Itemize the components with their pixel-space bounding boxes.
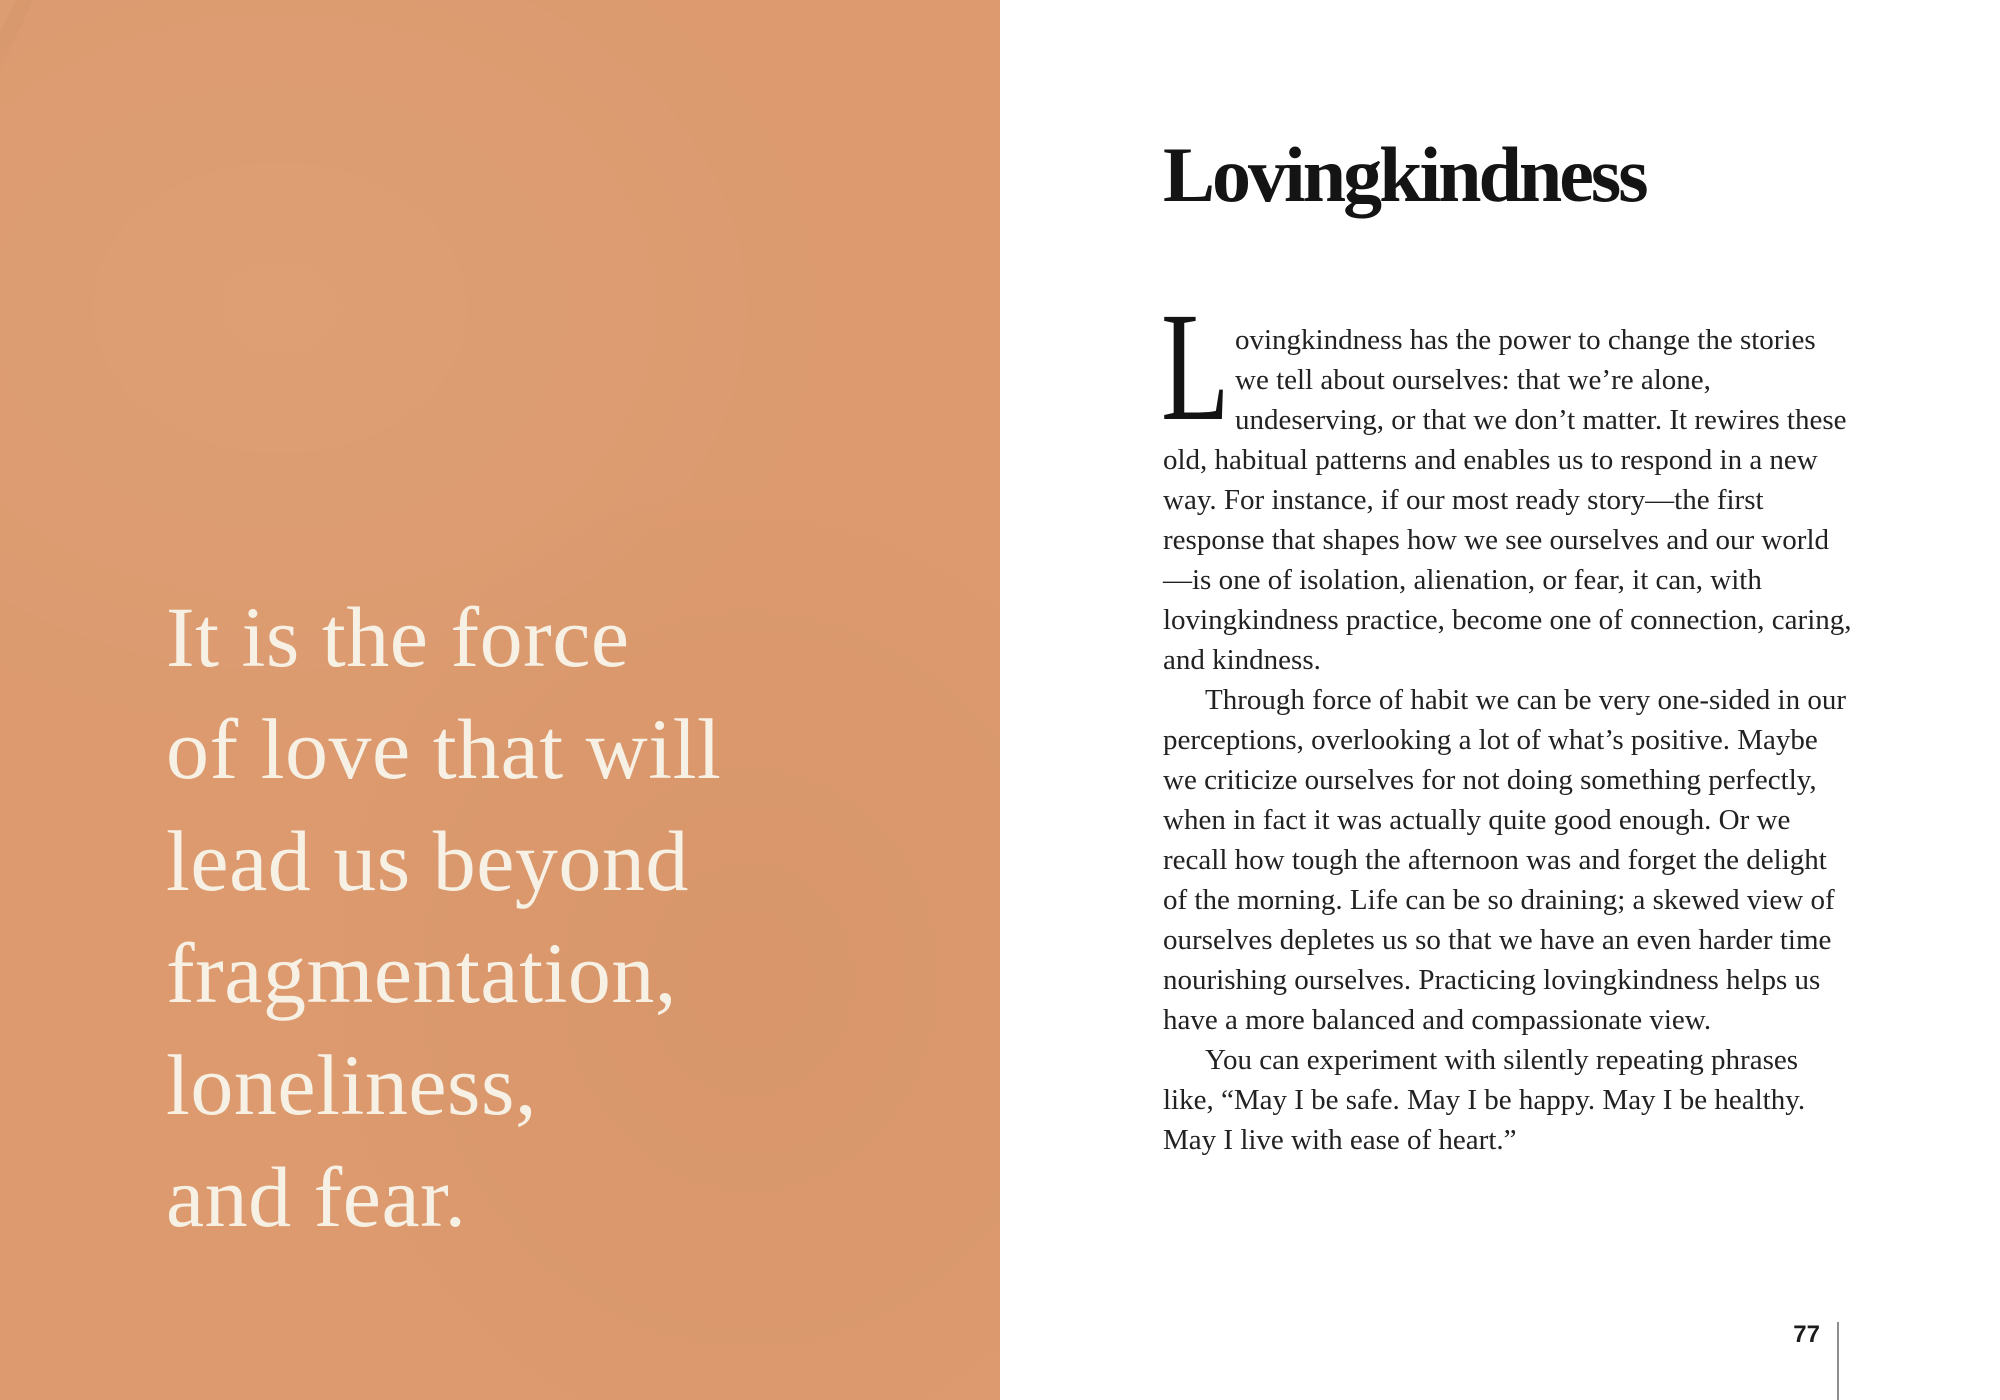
- quote-line: It is the force: [166, 589, 630, 685]
- paragraph: Through force of habit we can be very one-sided in our perceptions, overlooking a lot of what’s positive. Maybe we criticize ourselves for not doing something perfectly, when in fact it was actually quite good enough. Or we recall how tough the afternoon was and forget the delight of the morning. Life can be so draining; a skewed view of ourselves depletes us so that we have an even harder time nourishing ourselves. Practicing lovingkindness helps us have a more balanced and compassionate view.: [1163, 684, 1846, 1036]
- page-number: 77: [1793, 1321, 1820, 1348]
- drop-cap-letter: L: [1161, 280, 1230, 453]
- quote-line: loneliness,: [166, 1037, 537, 1133]
- quote-line: lead us beyond: [166, 813, 689, 909]
- paragraph-text: ovingkindness has the power to change the stories we tell about ourselves: that we’re alone, undeserving, or that we don’t matter. It rewires these old, habitual patterns and enables us to respond in a new way. For instance, if our most ready story—the first response that shapes how we see ourselves and our world—is one of isolation, alienation, or fear, it can, with lovingkindness practice, become one of connection, caring, and kindness.: [1163, 324, 1852, 676]
- chapter-title: Lovingkindness: [1163, 131, 1646, 218]
- text-column: [1163, 0, 1855, 1160]
- right-text-page: [1000, 0, 2000, 1400]
- pull-quote: [166, 581, 721, 1253]
- paragraph: You can experiment with silently repeating phrases like, “May I be safe. May I be happy. May I be healthy. May I live with ease of heart.”: [1163, 1044, 1806, 1156]
- quote-line: fragmentation,: [166, 925, 677, 1021]
- quote-line: of love that will: [166, 701, 722, 797]
- quote-line: and fear.: [166, 1149, 467, 1245]
- paragraph: [1161, 280, 1855, 680]
- page-number-rule: [1837, 1322, 1839, 1400]
- body-text: [1161, 280, 1855, 1160]
